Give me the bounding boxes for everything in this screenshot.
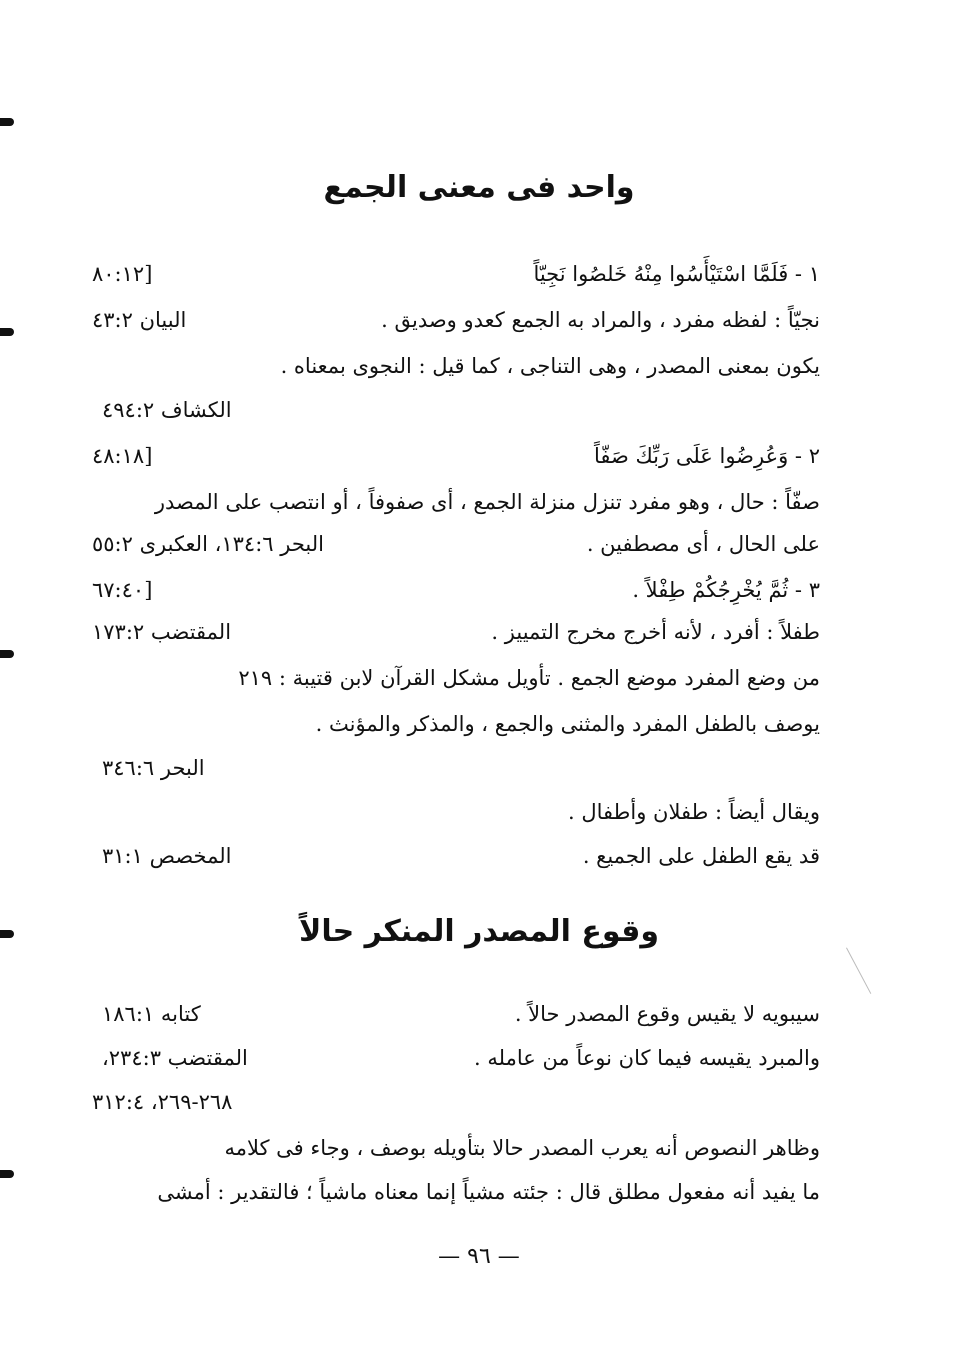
line-reference: المخصص ٣١:١ [102,844,232,868]
text-line [92,1038,820,1078]
scan-mark [0,118,14,126]
text-line [92,436,820,476]
line-text: ١ - فَلَمَّا اسْتَيْأَسُوا مِنْهُ خَلصُوا نَجِيّاً [533,262,820,286]
line-reference: ٢٦٨-٢٦٩، ٣١٢:٤ [92,1090,233,1114]
scan-scratch [846,948,871,994]
line-text: وظاهر النصوص أنه يعرب المصدر حالا بتأويله بوصف ، وجاء فى كلامه [224,1136,820,1160]
text-line [92,612,820,652]
text-line [92,346,820,386]
scan-mark [0,1170,14,1178]
line-text: طفلاً : أفرد ، لأنه أخرج مخرج التمييز . [491,620,820,644]
line-reference: البحر ٣٤٦:٦ [102,756,205,780]
line-text: ٣ - ثُمَّ يُخْرِجُكُمْ طِفْلاً . [632,578,820,602]
text-line [92,1128,820,1168]
text-line [92,792,820,832]
line-text: ٢ - وَعُرِضُوا عَلَى رَبِّكَ صَفّاً [593,444,820,468]
text-line [92,254,820,294]
text-line [92,748,820,788]
line-reference: البيان ٤٣:٢ [92,308,187,332]
text-line [92,1172,820,1212]
line-text: ويقال أيضاً : طفلان وأطفال . [568,800,820,824]
line-text: والمبرد يقيسه فيما كان نوعاً من عامله . [474,1046,820,1070]
line-text: صفّاً : حال ، وهو مفرد تنزل منزلة الجمع ، أى صفوفاً ، أو انتصب على المصدر [154,490,820,514]
text-line [92,524,820,564]
text-line [92,390,820,430]
scan-mark [0,328,14,336]
line-reference: كتابه ١٨٦:١ [102,1002,201,1026]
text-line [92,994,820,1034]
line-reference: [٤٨:١٨ [92,444,153,468]
text-line [92,1082,820,1122]
line-reference: [٨٠:١٢ [92,262,153,286]
line-text: قد يقع الطفل على الجميع . [582,844,820,868]
line-text: نجيّاً : لفظه مفرد ، والمراد به الجمع كعدو وصديق . [381,308,820,332]
line-text: من وضع المفرد موضع الجمع . تأويل مشكل القرآن لابن قتيبة : ٢١٩ [238,666,820,690]
text-line [92,704,820,744]
text-line [92,570,820,610]
line-text: يكون بمعنى المصدر ، وهى التناجى ، كما قيل : النجوى بمعناه . [280,354,820,378]
scan-mark [0,650,14,658]
line-text: سيبويه لا يقيس وقوع المصدر حالاً . [514,1002,820,1026]
text-line [92,482,820,522]
text-line [92,836,820,876]
text-line [92,658,820,698]
line-reference: المقتضب ٢٣٤:٣، [102,1046,248,1070]
line-text: على الحال ، أى مصطفين . [586,532,820,556]
line-reference: المقتضب ١٧٣:٢ [92,620,232,644]
section-heading-2: وقوع المصدر المنكر حالاً [299,914,659,949]
line-text: يوصف بالطفل المفرد والمثنى والجمع ، والمذكر والمؤنث . [315,712,820,736]
page-number: — ٩٦ — [438,1244,520,1269]
line-reference: البحر ١٣٤:٦، العكبرى ٥٥:٢ [92,532,324,556]
section-heading-1: واحد فى معنى الجمع [323,170,635,205]
line-reference: [٦٧:٤٠ [92,578,153,602]
line-text: ما يفيد أنه مفعول مطلق قال : جئته مشياً إنما معناه ماشياً ؛ فالتقدير : أمشى [157,1180,820,1204]
line-reference: الكشاف ٤٩٤:٢ [102,398,232,422]
text-line [92,300,820,340]
